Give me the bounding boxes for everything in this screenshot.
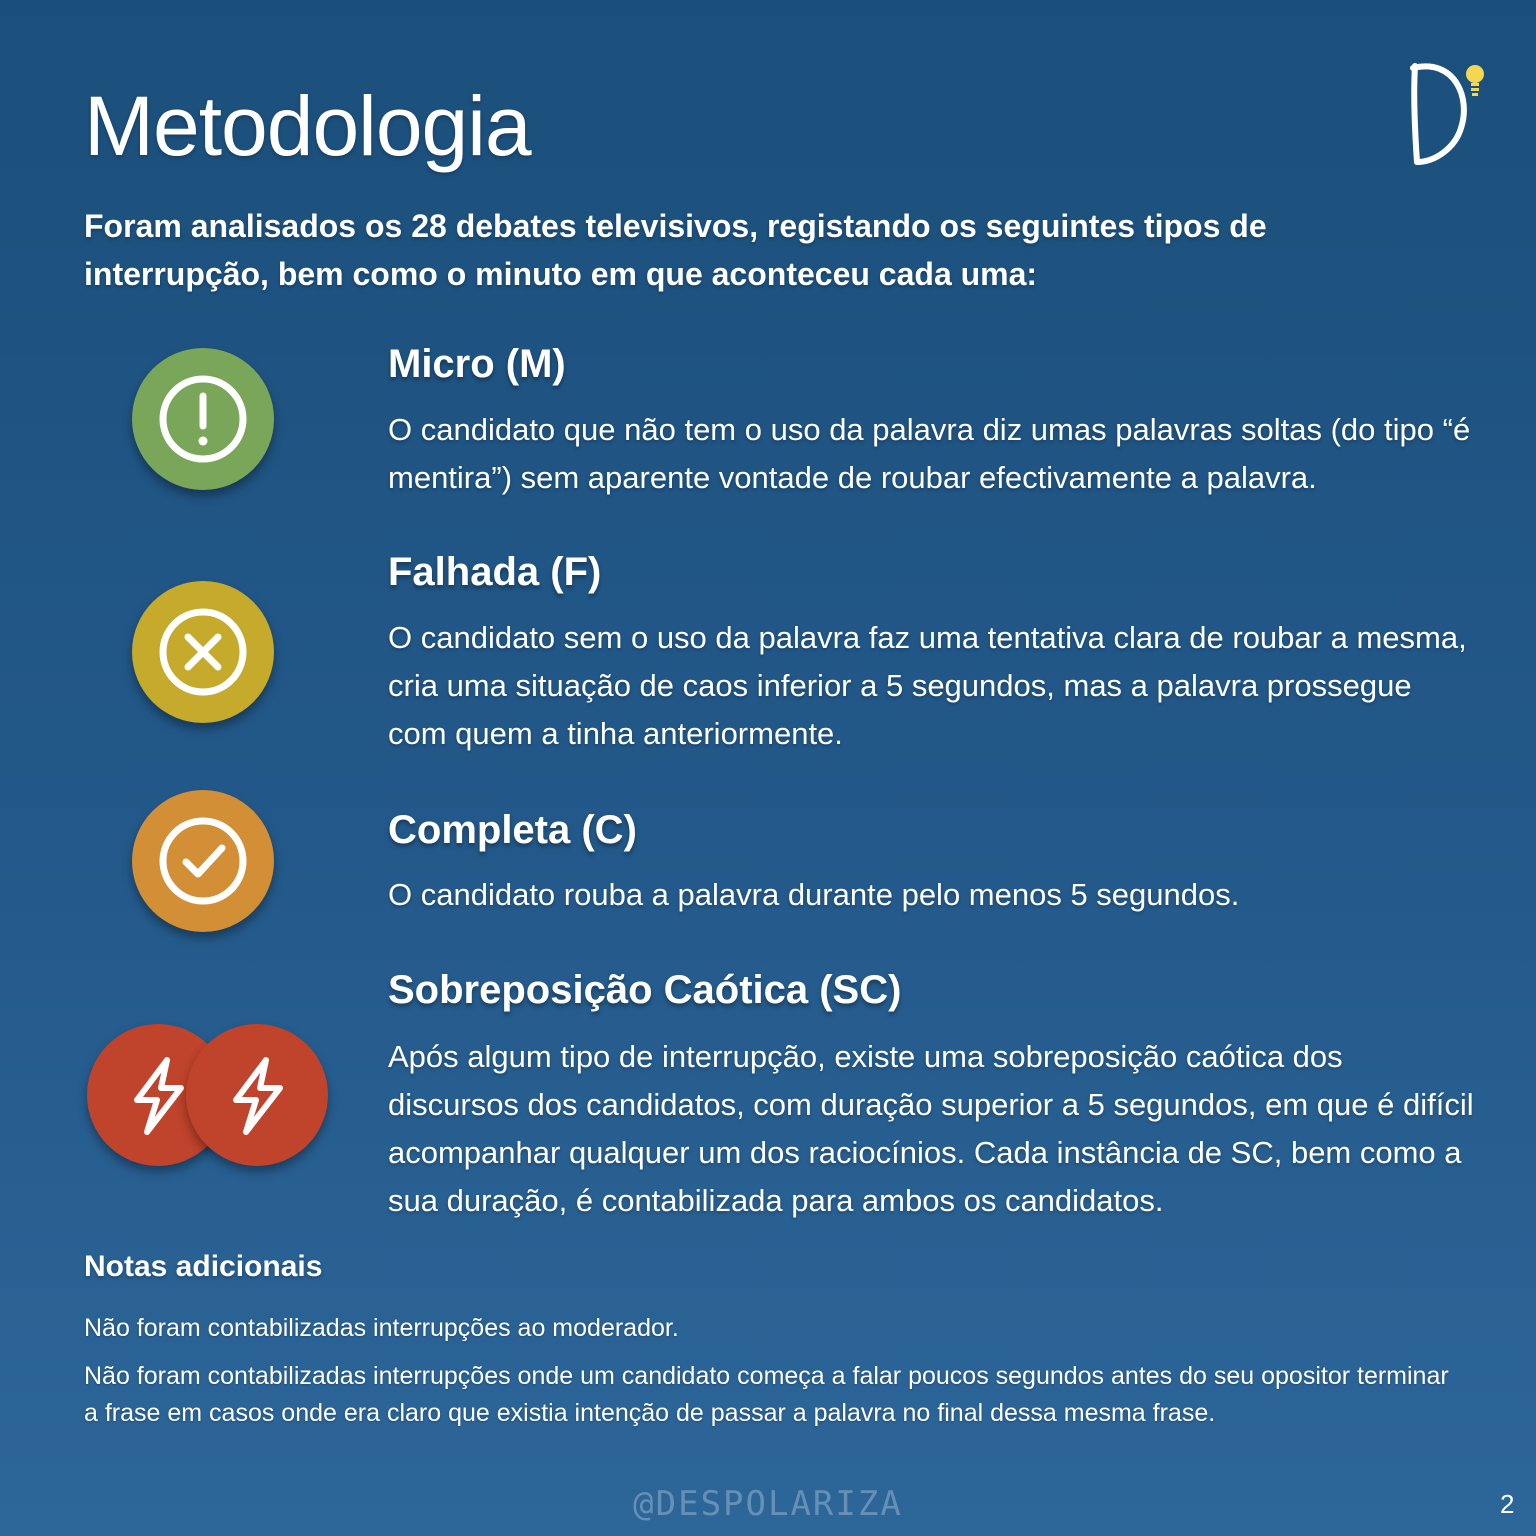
despolariza-logo-icon	[1405, 58, 1495, 168]
type-description-falhada: O candidato sem o uso da palavra faz uma tentativa clara de roubar a mesma, cria uma situação de caos inferior a 5 segundos, mas a palavra prossegue com quem a tinha anteriormente.	[388, 620, 1467, 751]
type-title-sobreposicao-caotica: Sobreposição Caótica (SC)	[388, 968, 902, 1012]
notes-title: Notas adicionais	[84, 1250, 323, 1283]
exclamation-circle-icon	[132, 348, 274, 490]
x-circle-icon	[132, 581, 274, 723]
lightning-icon	[186, 1024, 328, 1166]
social-handle: @DESPOLARIZA	[633, 1484, 903, 1524]
page-number: 2	[1500, 1489, 1515, 1519]
type-title-completa: Completa (C)	[388, 808, 637, 852]
check-circle-icon	[132, 790, 274, 932]
intro-text: Foram analisados os 28 debates televisivos, registando os seguintes tipos de interrupção, bem como o minuto em que aconteceu cada uma:	[84, 208, 1267, 292]
type-description-micro: O candidato que não tem o uso da palavra diz umas palavras soltas (do tipo “é mentira”) sem aparente vontade de roubar efectivamente a palavra.	[388, 412, 1471, 495]
page-title: Metodologia	[84, 79, 531, 173]
type-description-sobreposicao-caotica: Após algum tipo de interrupção, existe uma sobreposição caótica dos discursos dos candidatos, com duração superior a 5 segundos, em que é difícil acompanhar qualquer um dos raciocínios. Cada instância de SC, bem como a sua duração, é contabilizada para ambos os candidatos.	[388, 1039, 1474, 1218]
type-title-falhada: Falhada (F)	[388, 550, 602, 594]
type-description-completa: O candidato rouba a palavra durante pelo menos 5 segundos.	[388, 877, 1240, 912]
note-item: Não foram contabilizadas interrupções onde um candidato começa a falar poucos segundos antes do seu opositor terminar a frase em casos onde era claro que existia intenção de passar a palavra no final dessa mesma frase.	[84, 1362, 1449, 1427]
type-title-micro: Micro (M)	[388, 342, 566, 386]
note-item: Não foram contabilizadas interrupções ao moderador.	[84, 1314, 679, 1342]
